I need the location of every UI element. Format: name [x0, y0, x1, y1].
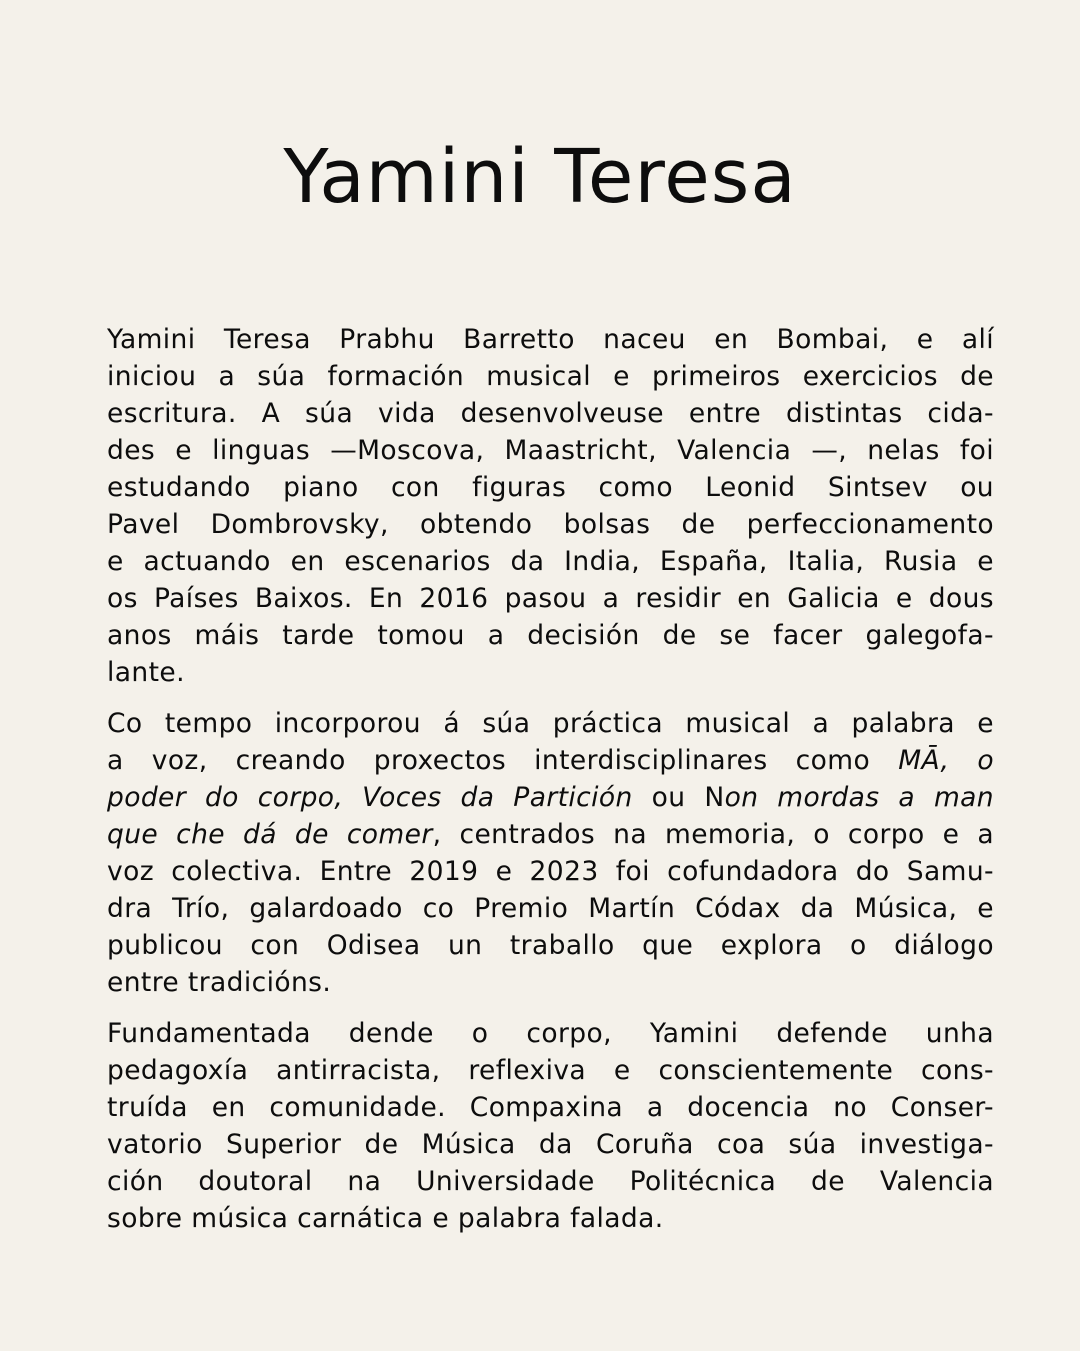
- text-line: estudando piano con figuras como Leonid Sintsev ou: [107, 472, 994, 503]
- text-line: sobre música carnática e palabra falada.: [107, 1203, 664, 1234]
- text-line: pedagoxía antirracista, reflexiva e conscientemente cons-: [107, 1055, 994, 1086]
- work-title-non-mordas-cont: que che dá de comer: [107, 819, 433, 850]
- text-line: [87, 742, 994, 779]
- text-line: dra Trío, galardoado co Premio Martín Códax da Música, e: [107, 893, 994, 924]
- text-line: des e linguas —Moscova, Maastricht, Valencia —, nelas foi: [107, 435, 994, 466]
- work-title-non-mordas: on mordas a man: [724, 782, 994, 813]
- text-line: Pavel Dombrovsky, obtendo bolsas de perfeccionamento: [107, 509, 994, 540]
- text-line: vatorio Superior de Música da Coruña coa súa investiga-: [107, 1129, 994, 1160]
- text-segment: ou N: [632, 782, 725, 813]
- text-line: Yamini Teresa Prabhu Barretto naceu en Bombai, e alí: [107, 324, 994, 355]
- text-line: anos máis tarde tomou a decisión de se facer galegofa-: [107, 620, 994, 651]
- page-title: Yamini Teresa: [283, 134, 797, 220]
- text-segment: a voz, creando proxectos interdisciplinares como: [107, 745, 899, 776]
- text-line: escritura. A súa vida desenvolveuse entre distintas cida-: [107, 398, 994, 429]
- text-line: Fundamentada dende o corpo, Yamini defende unha: [107, 1018, 994, 1049]
- text-line: os Países Baixos. En 2016 pasou a residir en Galicia e dous: [107, 583, 994, 614]
- text-line: lante.: [107, 657, 185, 688]
- paragraph-1: [87, 321, 994, 691]
- text-line: ción doutoral na Universidade Politécnica de Valencia: [107, 1166, 994, 1197]
- work-title-voces: poder do corpo, Voces da Partición: [107, 782, 633, 813]
- text-line: publicou con Odisea un traballo que explora o diálogo: [107, 930, 994, 961]
- text-line: Co tempo incorporou á súa práctica musical a palabra e: [107, 708, 994, 739]
- paragraph-2: [87, 705, 994, 1001]
- text-line: entre tradicións.: [107, 967, 332, 998]
- text-line: voz colectiva. Entre 2019 e 2023 foi cofundadora do Samu-: [107, 856, 994, 887]
- text-segment: , centrados na memoria, o corpo e a: [432, 819, 994, 850]
- text-line: truída en comunidade. Compaxina a docencia no Conser-: [107, 1092, 994, 1123]
- text-line: [87, 779, 994, 816]
- text-line: [87, 816, 994, 853]
- work-title-ma: MĀ, o: [898, 745, 994, 776]
- biography-text: [87, 321, 994, 1251]
- paragraph-3: [87, 1015, 994, 1237]
- text-line: iniciou a súa formación musical e primeiros exercicios de: [107, 361, 994, 392]
- text-line: e actuando en escenarios da India, España, Italia, Rusia e: [107, 546, 994, 577]
